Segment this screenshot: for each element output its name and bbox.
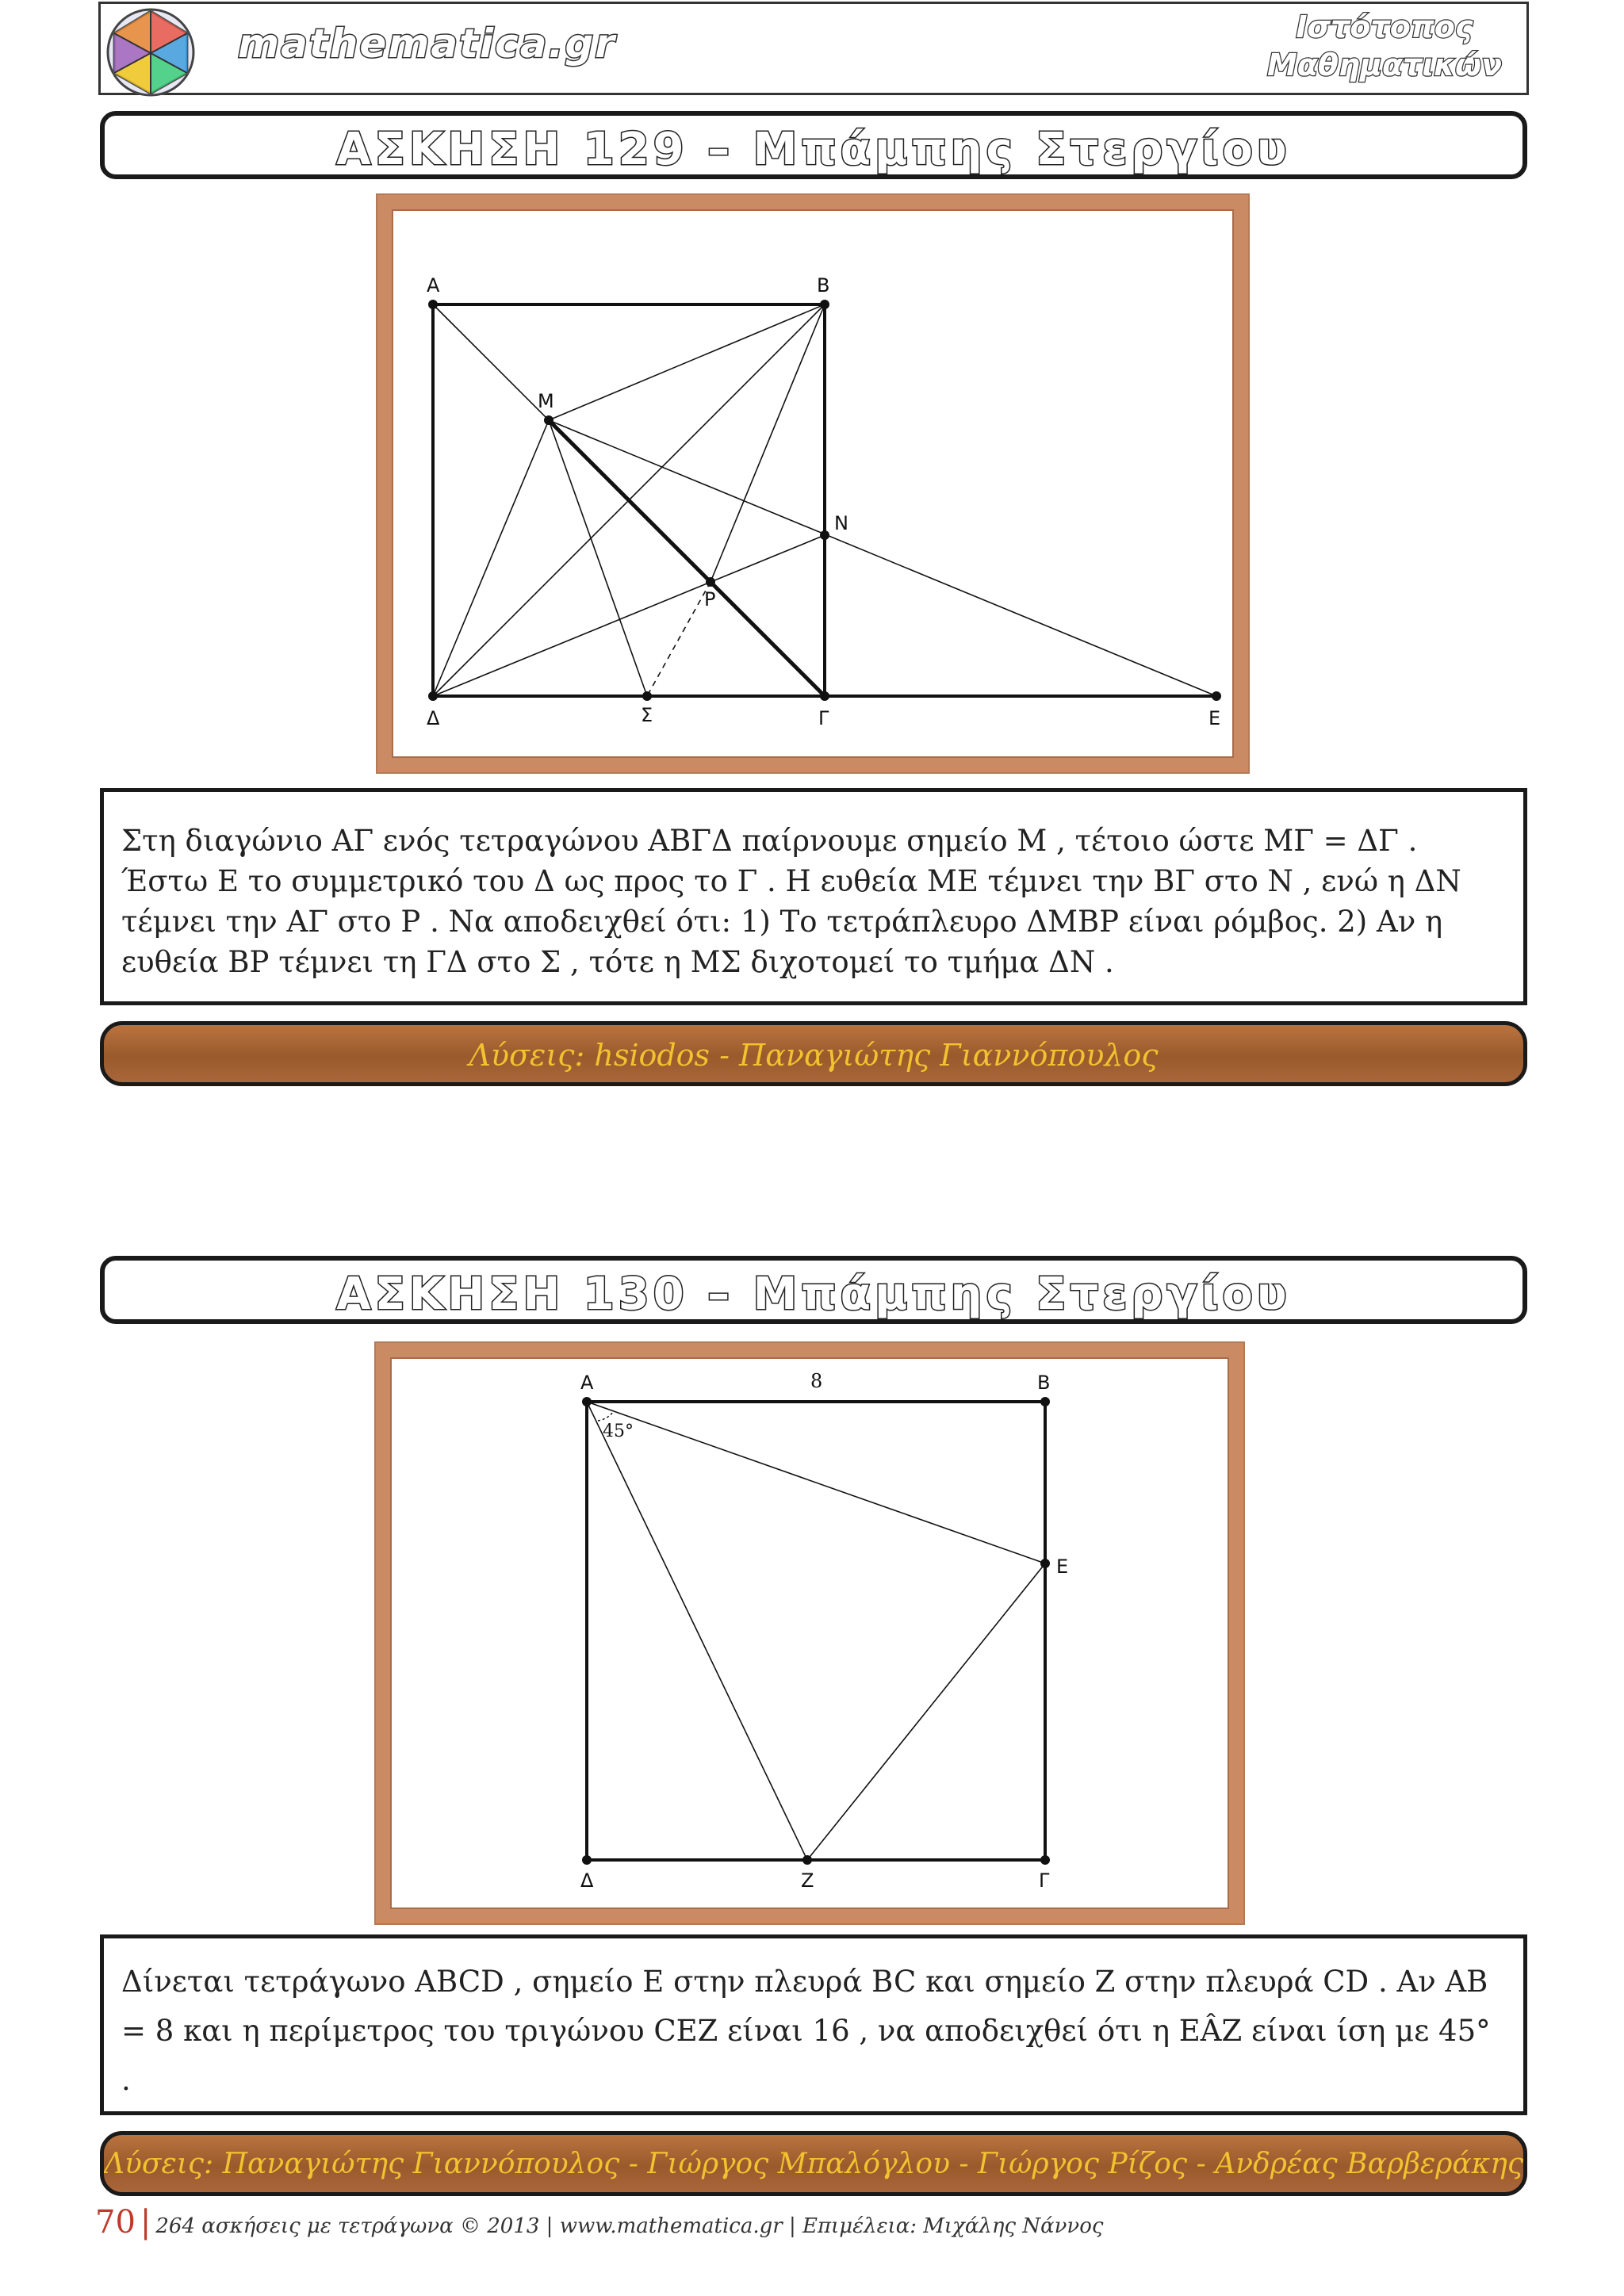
segment-ps-dashed (647, 582, 710, 696)
point-b (820, 300, 829, 309)
segment-mg-bold (549, 420, 825, 696)
segment-dn (433, 535, 825, 696)
exercise-129-title: ΑΣΚΗΣΗ 129 – Μπάμπης Στεργίου (336, 124, 1291, 175)
point-m (544, 415, 553, 425)
segment-ms (549, 420, 647, 696)
segment-mb (549, 304, 825, 420)
segment-ez (807, 1563, 1045, 1860)
exercise-129-solutions-link[interactable]: Λύσεις: hsiodos - Παναγιώτης Γιαννόπουλος (469, 1038, 1159, 1073)
label-delta: Δ (580, 1869, 594, 1892)
exercise-130-title: ΑΣΚΗΣΗ 130 – Μπάμπης Στεργίου (336, 1269, 1291, 1320)
label-n: N (834, 512, 848, 534)
exercise-129-solutions-bar[interactable] (100, 1021, 1527, 1086)
exercise-129-statement-box (100, 788, 1527, 1005)
segment-bp (710, 304, 825, 582)
point-e (1040, 1559, 1050, 1568)
label-e: E (1056, 1556, 1069, 1578)
label-gamma: Γ (1039, 1869, 1050, 1892)
point-a (428, 300, 438, 309)
label-b: B (817, 274, 830, 297)
page-number: 70 (95, 2204, 136, 2241)
square-abgd (587, 1402, 1045, 1860)
label-delta: Δ (427, 707, 440, 729)
point-d (582, 1855, 592, 1865)
point-s (642, 691, 652, 701)
figure-130-diagram (390, 1357, 1229, 1909)
site-subtitle-line1: Ιστότοπος (1296, 10, 1473, 44)
exercise-130-title-box (100, 1256, 1527, 1324)
label-a: A (580, 1372, 594, 1394)
point-z (802, 1855, 812, 1865)
site-subtitle-line2: Μαθηματικών (1266, 48, 1503, 82)
exercise-130-statement-box (100, 1934, 1527, 2115)
exercise-130-statement: Δίνεται τετράγωνο ABCD , σημείο E στην πλευρά BC και σημείο Z στην πλευρά CD . Αν AB = 8 και η περίμετρος του τριγώνου CEZ είναι 16 , να αποδειχθεί ότι η EÂZ είναι ίση με 45° . (121, 1965, 1491, 2097)
point-e (1212, 691, 1221, 701)
point-g (820, 691, 829, 701)
segment-md (433, 420, 549, 696)
figure-129-diagram (392, 209, 1234, 758)
point-p (706, 577, 715, 587)
angle-arc (598, 1411, 614, 1421)
point-n (820, 530, 829, 540)
label-e: E (1208, 707, 1221, 729)
label-b: B (1037, 1372, 1051, 1394)
footer-divider: | (140, 2204, 151, 2241)
site-name: mathematica.gr (238, 21, 616, 67)
label-sigma: Σ (641, 704, 653, 726)
label-a: A (427, 274, 440, 297)
page-footer (95, 2204, 1103, 2241)
segment-me (549, 420, 1216, 696)
label-p: P (704, 588, 716, 610)
label-m: M (538, 390, 554, 412)
point-d (428, 691, 438, 701)
segment-ae (587, 1402, 1045, 1563)
footer-text: 264 ασκήσεις με τετράγωνα © 2013 | www.mathematica.gr | Επιμέλεια: Μιχάλης Νάννος (155, 2214, 1104, 2238)
exercise-130-solutions-bar[interactable] (100, 2131, 1527, 2196)
figure-129-frame (377, 195, 1248, 772)
segment-az (587, 1402, 807, 1860)
site-subtitle (1250, 8, 1519, 84)
logo-icon (100, 5, 201, 100)
point-g (1040, 1855, 1050, 1865)
label-z: Z (801, 1869, 814, 1892)
exercise-130-solutions-link[interactable]: Λύσεις: Παναγιώτης Γιαννόπουλος - Γιώργος Μπαλόγλου - Γιώργος Ρίζος - Ανδρέας Βαρβεράκης (104, 2148, 1524, 2180)
exercise-129-title-box (100, 111, 1527, 179)
label-side-8: 8 (810, 1370, 823, 1392)
point-a (582, 1397, 592, 1406)
point-b (1040, 1397, 1050, 1406)
figure-130-frame (376, 1343, 1243, 1923)
exercise-129-statement: Στη διαγώνιο ΑΓ ενός τετραγώνου ΑΒΓΔ παίρνουμε σημείο Μ , τέτοιο ώστε ΜΓ = ΔΓ . Έστω Ε το συμμετρικό του Δ ως προς το Γ . Η ευθεία ΜΕ τέμνει την ΒΓ στο Ν , ενώ η ΔΝ τέμνει την ΑΓ στο Ρ . Να αποδειχθεί ότι: 1) Το τετράπλευρο ΔΜΒΡ είναι ρόμβος. 2) Αν η ευθεία ΒΡ τέμνει τη ΓΔ στο Σ , τότε η ΜΣ διχοτομεί το τμήμα ΔΝ . (121, 824, 1461, 979)
label-angle-45: 45° (603, 1422, 634, 1441)
label-gamma: Γ (818, 707, 829, 729)
